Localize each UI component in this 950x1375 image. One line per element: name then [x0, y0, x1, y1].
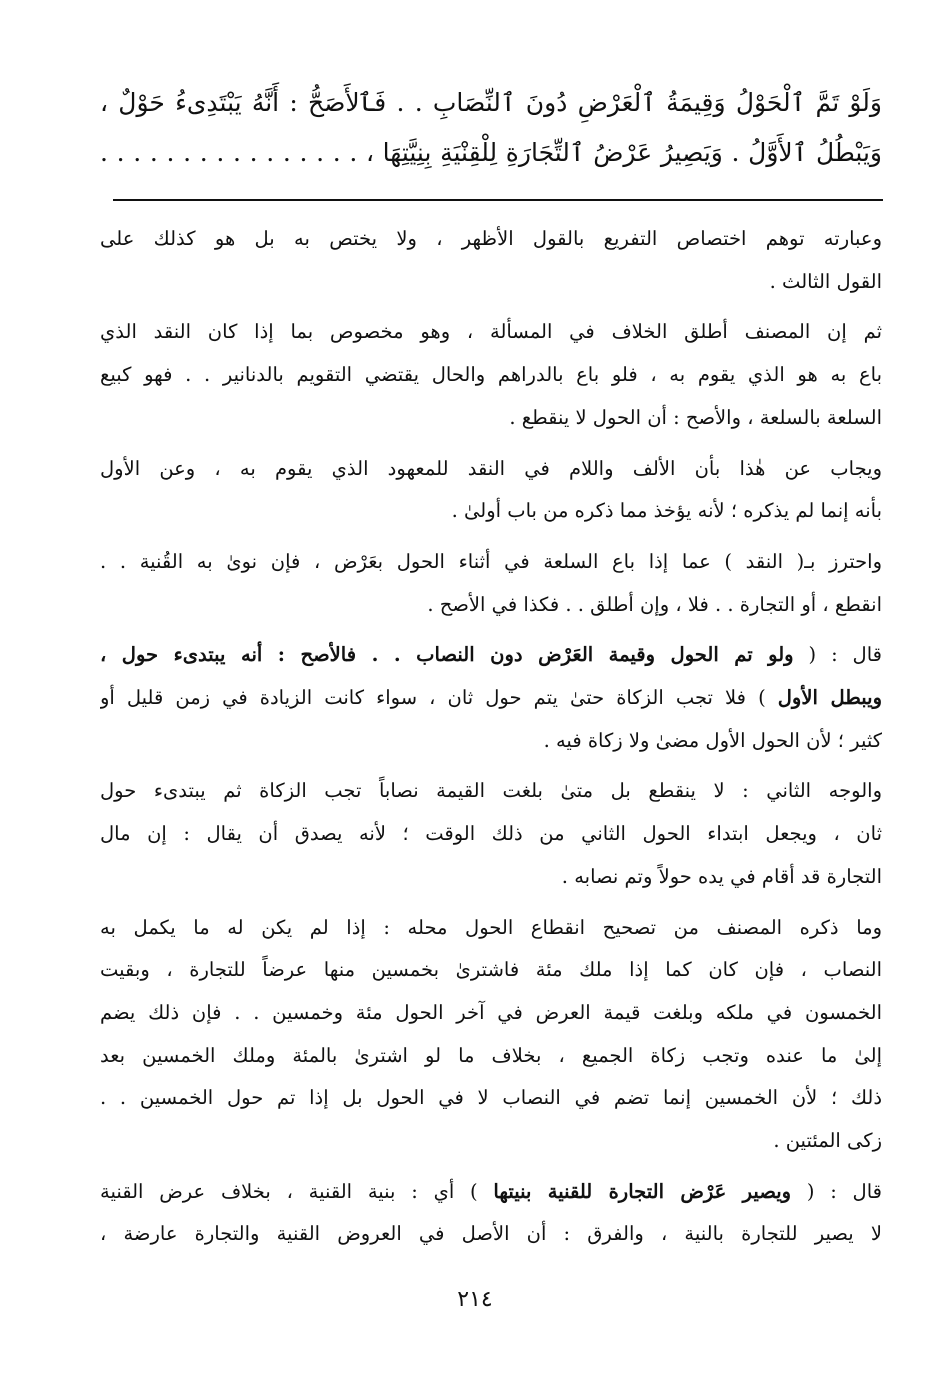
text-line: [100, 677, 882, 720]
text-line: وما ذكره المصنف من تصحيح انقطاع الحول محله : إذا لم يكن له ما يكمل به: [100, 915, 882, 939]
quoted-matn: ويصير عَرْض التجارة للقنية بنيتها: [493, 1179, 792, 1203]
commentary-paragraph: [100, 1171, 882, 1256]
matn-text: [100, 78, 882, 178]
commentary-paragraph: [100, 311, 882, 439]
text-line: لا يصير للتجارة بالنية ، والفرق : أن الأصل في العروض القنية والتجارة عارضة ،: [100, 1222, 882, 1246]
text-line: التجارة قد أقام في يده حولاً وتم نصابه .: [561, 864, 882, 888]
text-line: بأنه إنما لم يذكره ؛ لأنه يؤخذ مما ذكره من باب أولىٰ .: [451, 499, 882, 523]
text-line: السلعة بالسلعة ، والأصح : أن الحول لا ينقطع .: [509, 405, 882, 429]
separator-rule: [113, 199, 883, 201]
text-line: النصاب ، فإن كان كما إذا ملك مئة فاشترىٰ بخمسين منها عرضاً للتجارة ، وبقيت: [100, 958, 882, 982]
text-line: [100, 634, 882, 677]
text-line: القول الثالث .: [769, 269, 882, 293]
quoted-matn: ويبطل الأول: [777, 686, 882, 710]
commentary-paragraph: [100, 448, 882, 533]
commentary-paragraph: [100, 634, 882, 762]
text-line: انقطع ، أو التجارة . . فلا ، وإن أطلق . . فكذا في الأصح .: [427, 592, 882, 616]
page-number: ٢١٤: [457, 1287, 493, 1312]
text-line: ويجاب عن هٰذا بأن الألف واللام في النقد للمعهود الذي يقوم به ، وعن الأول: [100, 456, 882, 480]
text-line: والوجه الثاني : لا ينقطع بل متىٰ بلغت القيمة نصاباً تجب الزكاة ثم يبتدىء حول: [100, 779, 882, 803]
text-line: ذلك ؛ لأن الخمسين إنما تضم في النصاب لا في الحول بل إذا تم حول الخمسين . .: [100, 1086, 882, 1110]
text-line: باع به هو الذي يقوم به ، فلو باع بالدراهم والحال يقتضي التقويم بالدنانير . . فهو كبيع: [100, 363, 882, 387]
commentary-paragraph: [100, 907, 882, 1163]
commentary-text: [100, 218, 882, 1264]
text-line: واحترز بـ( النقد ) عما إذا باع السلعة في أثناء الحول بعَرْض ، فإن نوىٰ به القُنية . .: [100, 549, 882, 573]
text-line: الخمسون في ملكه وبلغت قيمة العرض في آخر الحول مئة وخمسين . . فإن ذلك يضم: [100, 1000, 882, 1024]
quoted-matn: ولو تم الحول وقيمة العَرْض دون النصاب . . فالأصح : أنه يبتدىء حول ،: [100, 643, 794, 667]
commentary-paragraph: [100, 770, 882, 898]
text-line: إلىٰ ما عنده وتجب زكاة الجميع ، بخلاف ما لو اشترىٰ بالمئة وملك الخمسين بعد: [100, 1043, 882, 1067]
commentary-paragraph: [100, 218, 882, 303]
text-line: [100, 1171, 882, 1214]
text-line: ثان ، ويجعل ابتداء الحول الثاني من ذلك الوقت ؛ لأنه يصدق أن يقال : إن مال: [100, 822, 882, 846]
commentary-span: ) فلا تجب الزكاة حتىٰ يتم حول ثان ، سواء كانت الزيادة في زمن قليل أو: [100, 686, 778, 710]
text-line: زكى المئتين .: [773, 1129, 882, 1153]
text-line: وعبارته توهم اختصاص التفريع بالقول الأظهر ، ولا يختص به بل هو كذلك على: [100, 227, 882, 250]
text-line: كثير ؛ لأن الحول الأول مضىٰ ولا زكاة فيه .: [543, 728, 882, 752]
commentary-paragraph: [100, 541, 882, 626]
qala-prefix: قال : (: [791, 1179, 882, 1203]
qala-prefix: قال : (: [793, 643, 882, 667]
matn-line: وَلَوْ تَمَّ ٱلْحَوْلُ وَقِيمَةُ ٱلْعَرْضِ دُونَ ٱلنِّصَابِ . . فَٱلأَصَحُّ : أَنَّهُ يَبْتَدِىءُ حَوْلٌ ،: [100, 88, 882, 117]
matn-line: وَيَبْطُلُ ٱلأَوَّلُ . وَيَصِيرُ عَرْضُ ٱلتِّجَارَةِ لِلْقِنْيَةِ بِنِيَّتِهَا ، . . . . . . . . . . . . . . . .: [100, 138, 882, 167]
commentary-span: ) أي : بنية القنية ، بخلاف عرض القنية: [100, 1179, 494, 1203]
text-line: ثم إن المصنف أطلق الخلاف في المسألة ، وهو مخصوص بما إذا كان النقد الذي: [100, 320, 882, 344]
